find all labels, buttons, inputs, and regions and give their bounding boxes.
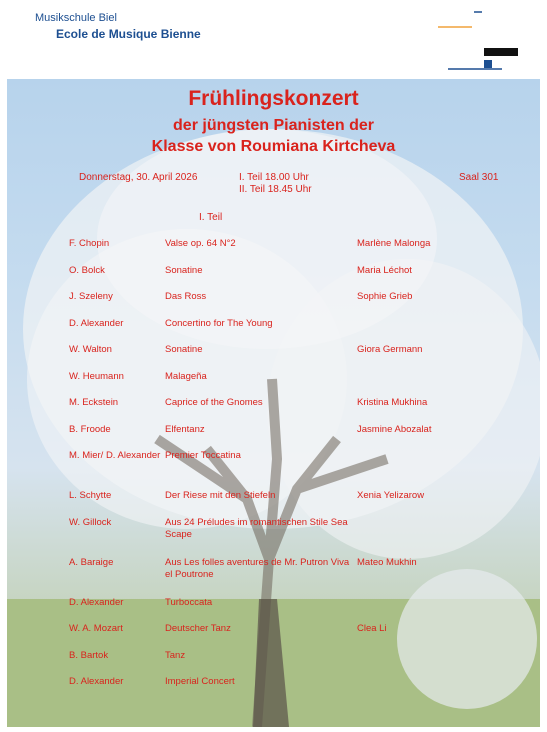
performer: Marlène Malonga xyxy=(357,238,431,249)
part2-time: II. Teil 18.45 Uhr xyxy=(239,184,312,195)
concert-subtitle-line1: der jüngsten Pianisten der xyxy=(173,117,374,134)
composer: W. A. Mozart xyxy=(69,623,123,634)
piece: Das Ross xyxy=(165,291,207,302)
concert-room: Saal 301 xyxy=(459,172,499,183)
piece: Premier Toccatina xyxy=(165,450,241,461)
concert-date: Donnerstag, 30. April 2026 xyxy=(79,172,198,183)
piece: Elfentanz xyxy=(165,424,205,435)
performer: Giora Germann xyxy=(357,344,423,355)
composer: F. Chopin xyxy=(69,238,110,249)
performer: Maria Léchot xyxy=(357,265,412,276)
school-name-fr: Ecole de Musique Bienne xyxy=(56,27,201,41)
piece: Imperial Concert xyxy=(165,676,235,687)
composer: J. Szeleny xyxy=(69,291,113,302)
performer: Xenia Yelizarow xyxy=(357,490,425,501)
composer: B. Froode xyxy=(69,424,111,435)
composer: W. Gillock xyxy=(69,517,112,528)
composer: D. Alexander xyxy=(69,676,124,687)
piece: Aus Les folles aventures de Mr. Putron Viva el Poutrone xyxy=(165,557,350,580)
concert-title: Frühlingskonzert xyxy=(188,87,359,110)
composer: M. Mier/ D. Alexander xyxy=(69,450,161,461)
piece: Caprice of the Gnomes xyxy=(165,397,263,408)
school-name-de: Musikschule Biel xyxy=(35,12,117,24)
school-logo xyxy=(436,10,526,72)
composer: O. Bolck xyxy=(69,265,105,276)
piece: Aus 24 Préludes im romantischen Stile Sea Scape xyxy=(165,517,348,540)
part1-time: I. Teil 18.00 Uhr xyxy=(239,172,309,183)
performer: Mateo Mukhin xyxy=(357,557,417,568)
performer: Jasmine Abozalat xyxy=(357,424,432,435)
composer: D. Alexander xyxy=(69,597,124,608)
composer: B. Bartok xyxy=(69,650,109,661)
composer: A. Baraige xyxy=(69,557,114,568)
piece: Malageña xyxy=(165,371,207,382)
piece: Sonatine xyxy=(165,344,203,355)
concert-subtitle-line2: Klasse von Roumiana Kirtcheva xyxy=(151,138,396,155)
performer: Kristina Mukhina xyxy=(357,397,428,408)
piece: Concertino for The Young xyxy=(165,318,273,329)
piece: Deutscher Tanz xyxy=(165,623,231,634)
piece: Tanz xyxy=(165,650,186,661)
composer: D. Alexander xyxy=(69,318,124,329)
piece: Der Riese mit den Stiefeln xyxy=(165,490,276,501)
performer: Clea Li xyxy=(357,623,387,634)
composer: L. Schytte xyxy=(69,490,112,501)
composer: W. Walton xyxy=(69,344,112,355)
piece: Turboccata xyxy=(165,597,213,608)
part1-label: I. Teil xyxy=(199,212,223,223)
performer: Sophie Grieb xyxy=(357,291,413,302)
piece: Valse op. 64 N°2 xyxy=(165,238,236,249)
piece: Sonatine xyxy=(165,265,203,276)
concert-poster xyxy=(7,79,540,727)
composer: M. Eckstein xyxy=(69,397,119,408)
composer: W. Heumann xyxy=(69,371,124,382)
